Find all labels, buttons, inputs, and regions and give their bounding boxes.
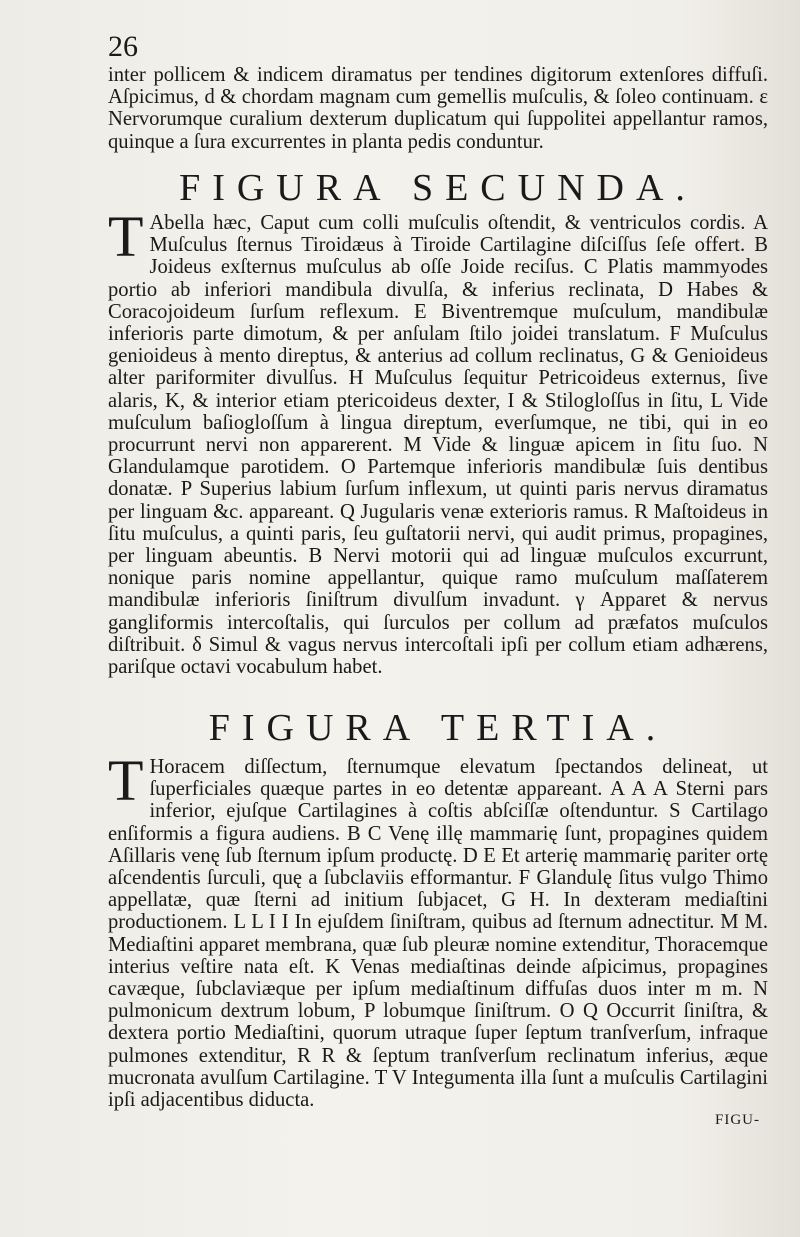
figura-secunda-text: Abella hæc, Caput cum colli muſculis oſtendit, & ventriculos cordis. A Muſculus ſternus Tiroidæus à Tiroide Cartilagine diſciſſus ſeſe offert. B Joideus exſternus muſculus ab oſſe Joide reciſus. C Platis mammyodes portio ab inferiori mandibula divulſa, & inferius reclinata, D Habes & Coracojoideum ſurſum reflexum. E Biventremque muſculum, mandibulæ inferioris parte dimotum, & per anſulam ſtilo joidei translatum. F Muſculus genioideus à mento direptus, & anterius ad collum reclinatus, G & Genioideus alter pariformiter divulſus. H Muſculus ſequitur Petricoideus externus, ſive alaris, K, & interior etiam ptericoideus dexter, I & Stilogloſſus in ſitu, L Vide muſculum baſiogloſſum à lingua direptum, everſumque, ne tibi, qui in eo procurrunt nervi non apparerent. M Vide & linguæ apicem in ſitu ſuo. N Glandulamque parotidem. O Partemque inferioris mandibulæ ſuis dentibus donatæ. P Superius labium ſurſum inflexum, ut quinti paris nervus diramatus per linguam &c. appareant. Q Jugularis venæ exterioris ramus. R Maſtoideus in ſitu muſculus, a quinti paris, ſeu guſtatorii nervi, qui audit primus, propagines, per linguam abeuntis. B Nervi motorii qui ad linguæ muſculos excurrunt, nonique paris nomine appellantur, quique ramo muſculum maſſaterem mandibulæ inferioris ſiniſtrum divulſum invadunt. γ Apparet & nervus gangliformis intercoſtalis, qui ſurculos per collum ad præfatos muſculos diſtribuit. δ Simul & vagus nervus intercoſtali ipſi per collum etiam adhærens, pariſque octavi vocabulum habet. (108, 212, 768, 679)
top-paragraph-block (108, 64, 768, 153)
top-paragraph: inter pollicem & indicem diramatus per tendines digitorum extenſores diffuſi. Aſpicimus, d & chordam magnam cum gemellis muſculis, & ſoleo continuam. ε Nervorumque curalium dexterum duplicatum qui ſuppolitei appellantur ramos, quinque a ſura excurrentes in planta pedis conduntur. (108, 64, 768, 153)
figura-tertia-dropcap: T (108, 748, 144, 813)
page-number: 26 (108, 30, 138, 63)
figura-tertia-heading: FIGURA TERTIA. (208, 707, 668, 749)
figura-secunda-section (108, 204, 768, 679)
catchword: FIGU- (715, 1112, 760, 1128)
figura-secunda-heading: FIGURA SECUNDA. (179, 167, 697, 209)
figura-tertia-text: Horacem diſſectum, ſternumque elevatum ſpectandos delineat, ut ſuperficiales quæque partes in eo detentæ appareant. A A A Sterni pars inferior, ejuſque Cartilagines à coſtis abſciſſæ oſtenduntur. S Cartilago enſiformis a figura audiens. B C Venę illę mammarię ſunt, propagines quidem Aſillaris venę ſub ſternum ipſum productę. D E Et arterię mammarię pariter ortę aſcendentis ſurculi, quę a ſubclaviis efformantur. F Glandulę ſitus vulgo Thimo appellatæ, quæ ſterni ad initium ſubjacet, G H. In dexteram mediaſtini productionem. L L I I In ejuſdem ſiniſtram, quibus ad ſternum adnectitur. M M. Mediaſtini apparet membrana, quæ ſub pleuræ nomine extenditur, Thoracemque interius veſtire nata eſt. K Venas mediaſtinas deinde aſpicimus, propagines cavæque, ſubclaviæque per ipſum mediaſtinum diffuſas duos inter m m. N pulmonicum dextrum lobum, P lobumque ſiniſtrum. O Q Occurrit ſiniſtra, & dextera portio Mediaſtini, quorum utraque ſuper ſeptum tranſverſum, infraque pulmones extenditur, R R & ſeptum tranſverſum reclinatum inferius, æque mucronata avulſum Cartilagine. T V Integumenta illa ſunt a muſculis Cartilagini ipſi adjacentibus diducta. (108, 756, 768, 1112)
figura-tertia-section (108, 748, 768, 1112)
figura-secunda-dropcap: T (108, 204, 144, 269)
